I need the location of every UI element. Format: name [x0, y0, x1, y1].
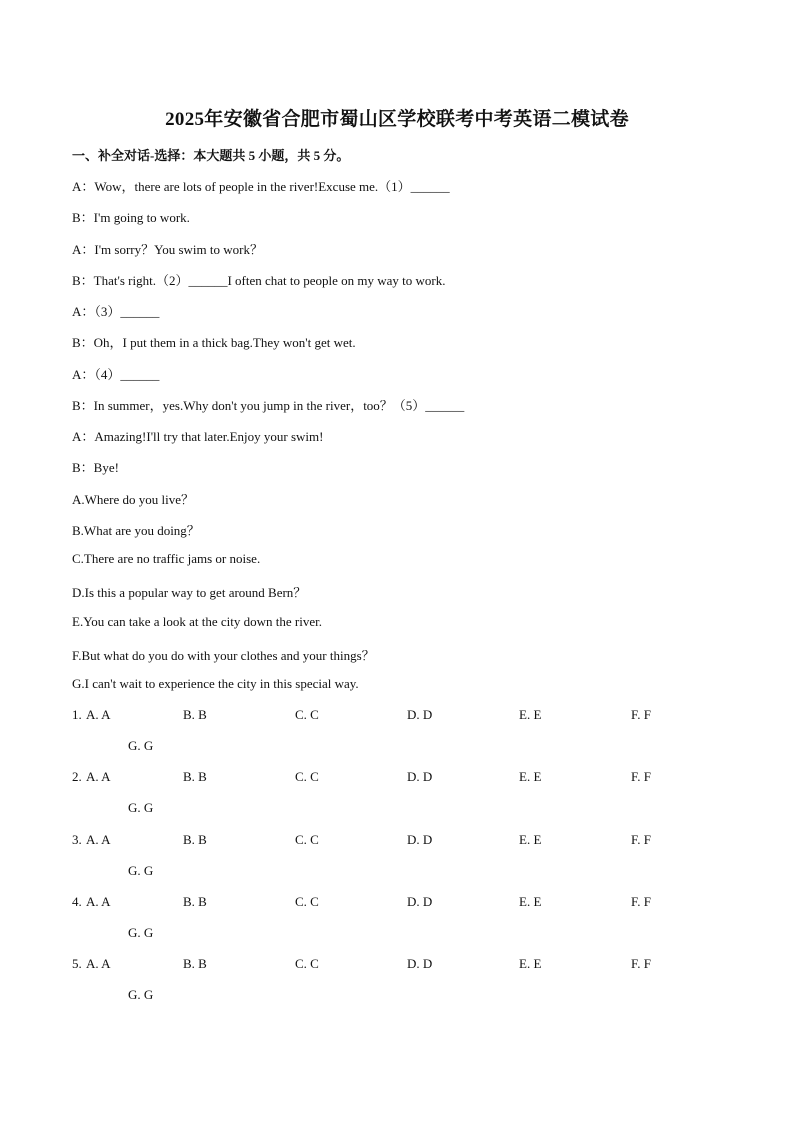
- answer-option[interactable]: F. F: [631, 707, 651, 722]
- choice-option: B.What are you doing？: [72, 522, 200, 538]
- dialogue-line: B：In summer，yes.Why don't you jump in the river，too？（5）______: [72, 397, 465, 413]
- dialogue-line: B：I'm going to work.: [72, 210, 190, 226]
- question-row-continued: [72, 925, 732, 945]
- dialogue-line: A：（3）______: [72, 304, 160, 319]
- question-row: [72, 707, 732, 727]
- answer-option[interactable]: E. E: [519, 956, 542, 972]
- question-number: 4.: [72, 893, 82, 909]
- question-row: [72, 769, 732, 789]
- answer-option[interactable]: C. C: [295, 707, 319, 722]
- answer-option[interactable]: D. D: [407, 769, 433, 785]
- document-title: 2025年安徽省合肥市蜀山区学校联考中考英语二模试卷: [165, 109, 629, 130]
- question-row-continued: [72, 800, 732, 820]
- dialogue-line: B：Oh，I put them in a thick bag.They won't get wet.: [72, 335, 356, 351]
- answer-option[interactable]: G. G: [128, 987, 154, 1003]
- answer-option[interactable]: E. E: [519, 893, 542, 909]
- answer-option[interactable]: E. E: [519, 707, 542, 722]
- answer-option[interactable]: D. D: [407, 831, 433, 847]
- question-row-continued: [72, 738, 732, 758]
- answer-option[interactable]: G. G: [128, 924, 154, 940]
- answer-option[interactable]: B. B: [183, 707, 207, 722]
- answer-option[interactable]: A. A: [86, 956, 111, 972]
- choice-option: C.There are no traffic jams or noise.: [72, 551, 261, 566]
- answer-option[interactable]: B. B: [183, 893, 207, 909]
- answer-option[interactable]: G. G: [128, 862, 154, 878]
- question-row: [72, 956, 732, 976]
- answer-option[interactable]: G. G: [128, 800, 154, 816]
- question-row: [72, 894, 732, 914]
- answer-option[interactable]: E. E: [519, 831, 542, 847]
- answer-option[interactable]: F. F: [631, 831, 651, 847]
- dialogue-line: B：That's right.（2）______I often chat to people on my way to work.: [72, 272, 446, 288]
- answer-option[interactable]: A. A: [86, 707, 111, 722]
- answer-option[interactable]: F. F: [631, 956, 651, 972]
- question-number: 2.: [72, 769, 82, 785]
- dialogue-line: A：I'm sorry？You swim to work？: [72, 241, 263, 257]
- answer-option[interactable]: A. A: [86, 893, 111, 909]
- answer-option[interactable]: C. C: [295, 769, 319, 785]
- choice-option: D.Is this a popular way to get around Bern？: [72, 585, 307, 601]
- choice-option: F.But what do you do with your clothes and your things？: [72, 647, 375, 663]
- dialogue-line: A：（4）______: [72, 366, 160, 382]
- question-number: 1.: [72, 707, 82, 722]
- answer-option[interactable]: D. D: [407, 707, 433, 722]
- answer-option[interactable]: B. B: [183, 769, 207, 785]
- choice-option: E.You can take a look at the city down the river.: [72, 613, 322, 629]
- answer-option[interactable]: G. G: [128, 738, 154, 753]
- answer-option[interactable]: F. F: [631, 769, 651, 785]
- answer-option[interactable]: B. B: [183, 956, 207, 972]
- question-number: 3.: [72, 831, 82, 847]
- answer-option[interactable]: F. F: [631, 893, 651, 909]
- answer-option[interactable]: C. C: [295, 893, 319, 909]
- answer-option[interactable]: E. E: [519, 769, 542, 785]
- question-row: [72, 832, 732, 852]
- answer-option[interactable]: C. C: [295, 956, 319, 972]
- answer-option[interactable]: A. A: [86, 769, 111, 785]
- dialogue-line: A：Amazing!I'll try that later.Enjoy your swim!: [72, 429, 324, 444]
- answer-option[interactable]: B. B: [183, 831, 207, 847]
- question-number: 5.: [72, 956, 82, 972]
- question-row-continued: [72, 987, 732, 1007]
- choice-option: G.I can't wait to experience the city in this special way.: [72, 676, 359, 691]
- dialogue-line: B：Bye!: [72, 460, 119, 476]
- choice-option: A.Where do you live？: [72, 491, 195, 507]
- answer-option[interactable]: A. A: [86, 831, 111, 847]
- dialogue-line: A：Wow，there are lots of people in the river!Excuse me.（1）______: [72, 179, 450, 194]
- answer-option[interactable]: C. C: [295, 831, 319, 847]
- answer-option[interactable]: D. D: [407, 956, 433, 972]
- question-row-continued: [72, 863, 732, 883]
- section-heading: 一、补全对话-选择：本大题共 5 小题，共 5 分。: [72, 148, 350, 163]
- answer-option[interactable]: D. D: [407, 893, 433, 909]
